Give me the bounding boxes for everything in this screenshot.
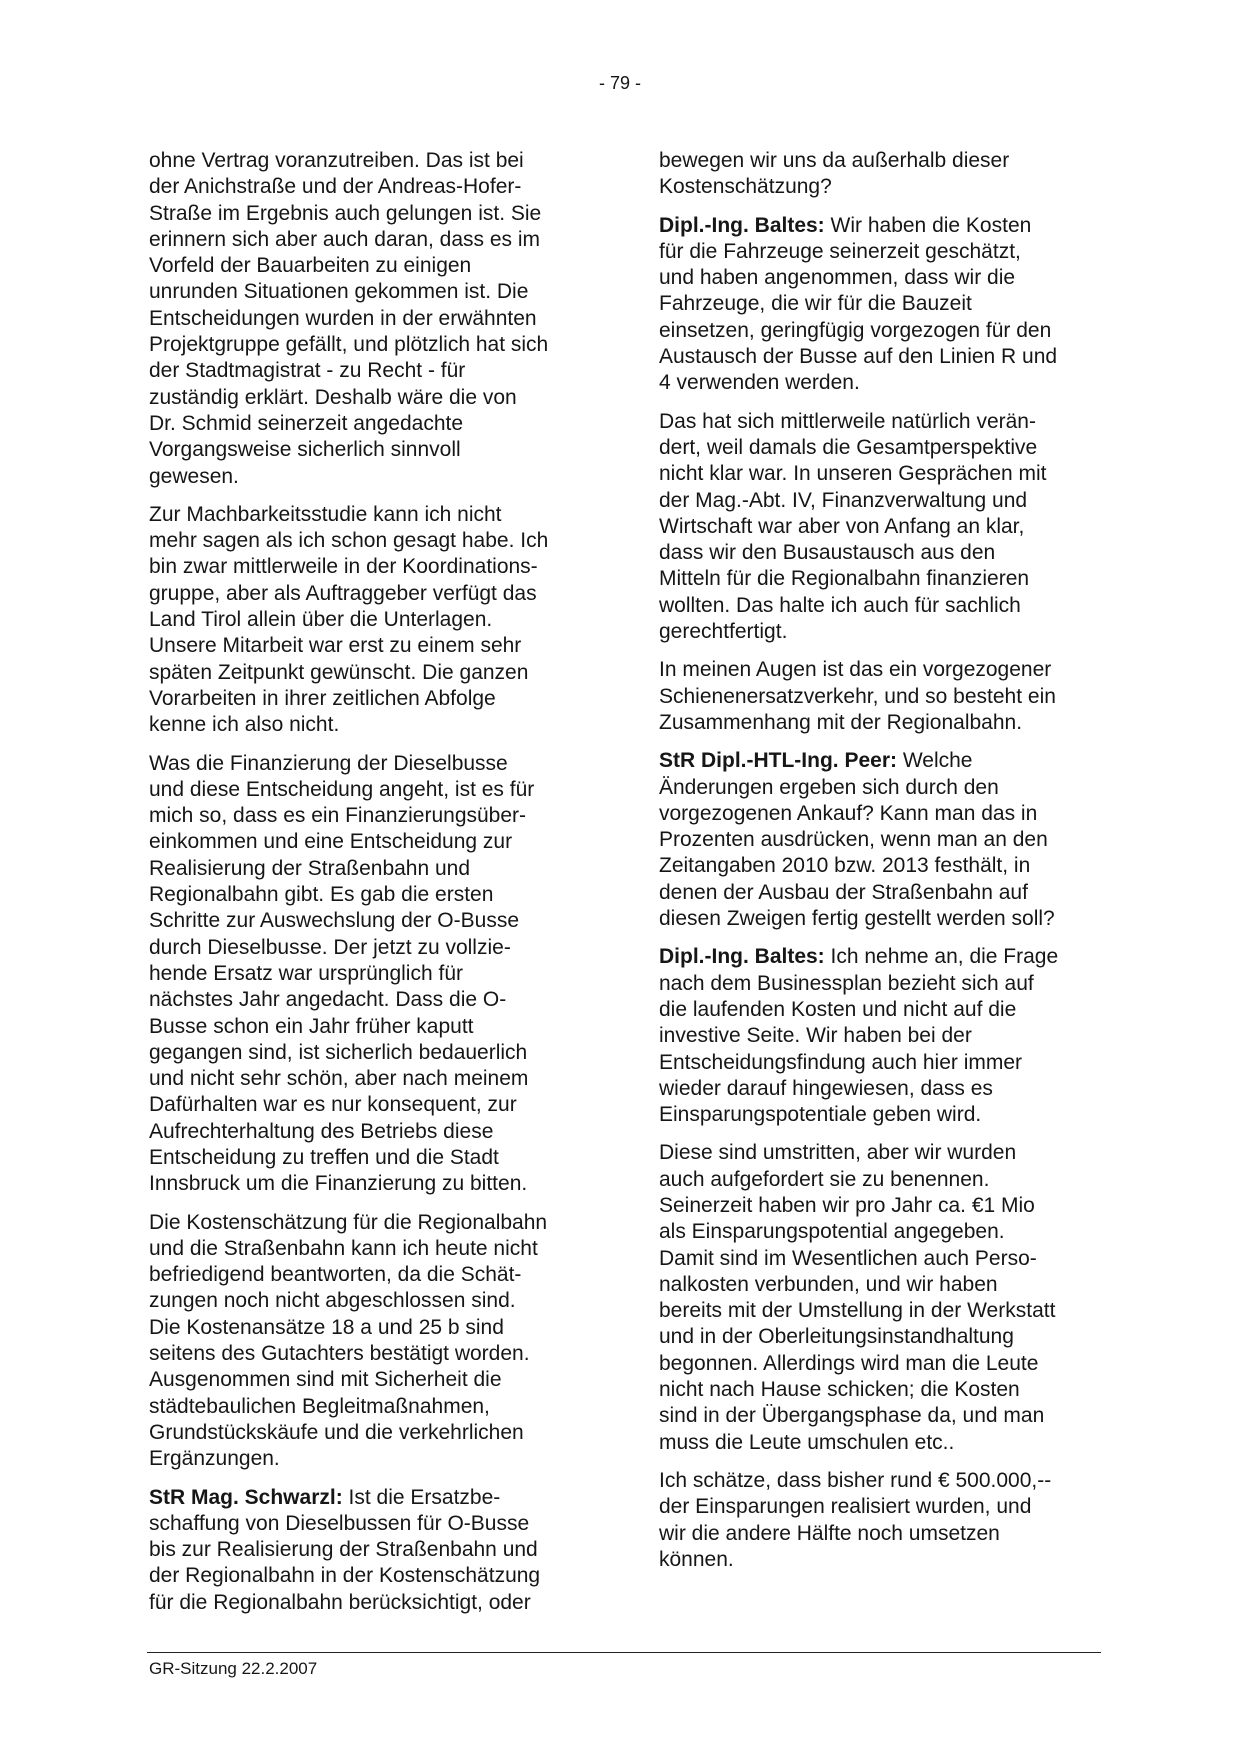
paragraph xyxy=(149,1210,591,1473)
paragraph-text: Ist die Ersatzbe- schaffung von Dieselbussen für O-Busse bis zur Realisierung der Straßenbahn und der Regionalbahn in der Kostenschätzung für die Regionalbahn berücksichtigt, oder xyxy=(149,1485,541,1614)
paragraph-text: Diese sind umstritten, aber wir wurden auch aufgefordert sie zu benennen. Seinerzeit haben wir pro Jahr ca. €1 Mio als Einsparungspotential angegeben. Damit sind im Wesentlichen auch Perso- nalkosten verbunden, und wir haben bereits mit der Umstellung in der Werkstatt und in der Oberleitungsinstandhaltung begonnen. Allerdings wird man die Leute nicht nach Hause schicken; die Kosten sind in der Übergangsphase da, und man muss die Leute umschulen etc.. xyxy=(659,1141,1056,1454)
paragraph xyxy=(659,148,1101,201)
right-column xyxy=(659,148,1101,1585)
paragraph-text: Ich schätze, dass bisher rund € 500.000,-- der Einsparungen realisiert wurden, und wir die andere Hälfte noch umsetzen können. xyxy=(659,1468,1052,1571)
left-column xyxy=(149,148,591,1628)
paragraph xyxy=(149,1485,591,1616)
paragraph xyxy=(659,748,1101,932)
page-number: - 79 - xyxy=(598,73,641,93)
paragraph-text: ohne Vertrag voranzutreiben. Das ist bei der Anichstraße und der Andreas-Hofer- Straße im Ergebnis auch gelungen ist. Sie erinnern sich aber auch daran, dass es im Vorfeld der Bauarbeiten zu einigen unrunden Situationen gekommen ist. Die Entscheidungen wurden in der erwähnten Projektgruppe gefällt, und plötzlich hat sich der Stadtmagistrat - zu Recht - für zuständig erklärt. Deshalb wäre die von Dr. Schmid seinerzeit angedachte Vorgangsweise sicherlich sinnvoll gewesen. xyxy=(149,149,549,488)
paragraph-text: Welche Änderungen ergeben sich durch den vorgezogenen Ankauf? Kann man das in Prozenten ausdrücken, wenn man an den Zeitangaben 2010 bzw. 2013 festhält, in denen der Ausbau der Straßenbahn auf diesen Zweigen fertig gestellt werden soll? xyxy=(659,749,1055,931)
paragraph xyxy=(659,657,1101,736)
paragraph xyxy=(149,751,591,1198)
footer-session-label: GR-Sitzung 22.2.2007 xyxy=(149,1659,318,1678)
paragraph-text: In meinen Augen ist das ein vorgezogener Schienenersatzverkehr, und so besteht ein Zusammenhang mit der Regionalbahn. xyxy=(659,658,1056,734)
paragraph-text: Zur Machbarkeitsstudie kann ich nicht mehr sagen als ich schon gesagt habe. Ich bin zwar mittlerweile in der Koordinations- gruppe, aber als Auftraggeber verfügt das Land Tirol allein über die Unterlagen. Unsere Mitarbeit war erst zu einem sehr späten Zeitpunkt gewünscht. Die ganzen Vorarbeiten in ihrer zeitlichen Abfolge kenne ich also nicht. xyxy=(149,502,549,737)
paragraph-text: Was die Finanzierung der Dieselbusse und diese Entscheidung angeht, ist es für mich so, dass es ein Finanzierungsüber- einkommen und eine Entscheidung zur Realisierung der Straßenbahn und Regionalbahn gibt. Es gab die ersten Schritte zur Auswechslung der O-Busse durch Dieselbusse. Der jetzt zu vollzie- hende Ersatz war ursprünglich für nächstes Jahr angedacht. Dass die O- Busse schon ein Jahr früher kaputt gegangen sind, ist sicherlich bedauerlich und nicht sehr schön, aber nach meinem Dafürhalten war es nur konsequent, zur Aufrechterhaltung des Betriebs diese Entscheidung zu treffen und die Stadt Innsbruck um die Finanzierung zu bitten. xyxy=(149,751,535,1196)
paragraph xyxy=(659,1468,1101,1573)
paragraph xyxy=(659,944,1101,1128)
paragraph xyxy=(149,502,591,739)
speaker-name: Dipl.-Ing. Baltes: xyxy=(659,945,825,969)
paragraph-text: bewegen wir uns da außerhalb dieser Kostenschätzung? xyxy=(659,149,1010,199)
paragraph xyxy=(659,1140,1101,1456)
speaker-name: StR Mag. Schwarzl: xyxy=(149,1485,343,1509)
paragraph-text: Wir haben die Kosten für die Fahrzeuge seinerzeit geschätzt, und haben angenommen, dass wir die Fahrzeuge, die wir für die Bauzeit einsetzen, geringfügig vorgezogen für den Austausch der Busse auf den Linien R und 4 verwenden werden. xyxy=(659,213,1058,395)
paragraph xyxy=(659,213,1101,397)
paragraph-text: Das hat sich mittlerweile natürlich verän- dert, weil damals die Gesamtperspektive nicht klar war. In unseren Gesprächen mit der Mag.-Abt. IV, Finanzverwaltung und Wirtschaft war aber von Anfang an klar, dass wir den Busaustausch aus den Mitteln für die Regionalbahn finanzieren wollten. Das halte ich auch für sachlich gerechtfertigt. xyxy=(659,409,1047,644)
paragraph-text: Ich nehme an, die Frage nach dem Businessplan bezieht sich auf die laufenden Kosten und nicht auf die investive Seite. Wir haben bei der Entscheidungsfindung auch hier immer wieder darauf hingewiesen, dass es Einsparungspotentiale geben wird. xyxy=(659,945,1059,1127)
speaker-name: Dipl.-Ing. Baltes: xyxy=(659,213,825,237)
paragraph xyxy=(659,409,1101,646)
footer-divider xyxy=(147,1652,1101,1653)
paragraph-text: Die Kostenschätzung für die Regionalbahn und die Straßenbahn kann ich heute nicht befriedigend beantworten, da die Schät- zungen noch nicht abgeschlossen sind. Die Kostenansätze 18 a und 25 b sind seitens des Gutachters bestätigt worden. Ausgenommen sind mit Sicherheit die städtebaulichen Begleitmaßnahmen, Grundstückskäufe und die verkehrlichen Ergänzungen. xyxy=(149,1210,548,1471)
speaker-name: StR Dipl.-HTL-Ing. Peer: xyxy=(659,749,897,773)
paragraph xyxy=(149,148,591,490)
